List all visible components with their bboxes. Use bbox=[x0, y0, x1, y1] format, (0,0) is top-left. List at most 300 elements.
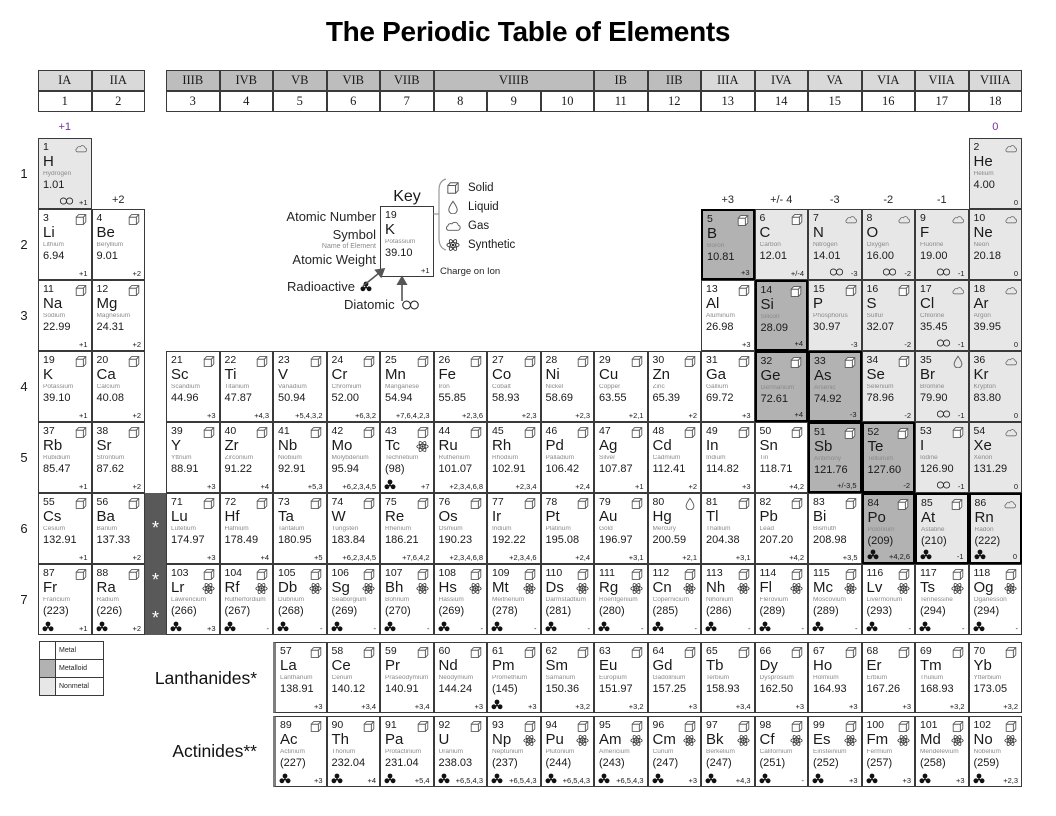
atomic-number: 46 bbox=[545, 425, 558, 437]
atomic-number: 74 bbox=[331, 496, 344, 508]
element-symbol: Rn bbox=[974, 509, 994, 526]
element-symbol: Re bbox=[385, 508, 405, 525]
solid-state-icon bbox=[416, 720, 430, 733]
element-symbol: Sc bbox=[171, 366, 189, 383]
radioactive-icon bbox=[384, 479, 396, 490]
ion-charge: - bbox=[587, 623, 590, 633]
solid-state-icon bbox=[630, 646, 644, 659]
element-Mo bbox=[327, 422, 381, 493]
element-name: Thulium bbox=[920, 675, 944, 681]
liquid-state-icon bbox=[683, 497, 697, 510]
atomic-weight: (281) bbox=[545, 605, 572, 617]
ion-charge: +1 bbox=[78, 481, 88, 491]
element-symbol: B bbox=[707, 225, 718, 242]
element-Es bbox=[808, 716, 862, 787]
group-number-7 bbox=[380, 91, 434, 112]
group-number-9 bbox=[487, 91, 541, 112]
ion-charge: -2 bbox=[904, 410, 911, 420]
period-number-7 bbox=[14, 564, 34, 635]
ion-charge: - bbox=[534, 623, 537, 633]
element-symbol: Cf bbox=[759, 731, 775, 748]
solid-state-icon bbox=[523, 426, 537, 439]
solid-state-icon bbox=[362, 646, 376, 659]
atomic-weight: 87.62 bbox=[96, 463, 125, 475]
ion-charge: +3 bbox=[527, 701, 537, 711]
element-Ti bbox=[220, 351, 274, 422]
diatomic-icon bbox=[59, 197, 74, 205]
atomic-weight: (294) bbox=[920, 605, 946, 617]
element-Pb bbox=[755, 493, 809, 564]
group-number-label: 12 bbox=[668, 94, 681, 108]
liquid-label: Liquid bbox=[468, 200, 499, 213]
element-symbol: Ca bbox=[96, 366, 116, 383]
atomic-number: 19 bbox=[43, 354, 55, 366]
element-Ta bbox=[273, 493, 327, 564]
element-Ni bbox=[541, 351, 595, 422]
atomic-weight: (285) bbox=[652, 605, 679, 617]
atomic-number: 69 bbox=[920, 645, 932, 657]
element-name: Neptunium bbox=[492, 749, 524, 755]
radioactive-icon bbox=[279, 773, 291, 784]
atomic-number: 115 bbox=[813, 567, 830, 579]
element-symbol: O bbox=[866, 224, 879, 241]
synthetic-icon bbox=[790, 582, 803, 595]
solid-state-icon bbox=[1004, 720, 1018, 733]
ion-charge: +6,2,3,4,5 bbox=[342, 481, 376, 491]
element-name: Chromium bbox=[331, 384, 362, 390]
atomic-number: 63 bbox=[599, 645, 611, 657]
atomic-number: 110 bbox=[545, 567, 563, 579]
diatomic-icon bbox=[936, 339, 951, 347]
element-name: Cadmium bbox=[652, 455, 681, 461]
atomic-weight: (251) bbox=[759, 757, 786, 769]
solid-state-icon bbox=[255, 426, 269, 439]
lanthanides-label: Lanthanides* bbox=[154, 668, 257, 688]
element-name: Iron bbox=[438, 384, 450, 390]
ion-charge: - bbox=[694, 623, 697, 633]
element-name: Neodymium bbox=[438, 675, 474, 681]
element-name: Nobelium bbox=[973, 749, 1001, 755]
atomic-number: 71 bbox=[171, 496, 183, 508]
gas-state-icon bbox=[444, 219, 462, 233]
ion-charge: +2 bbox=[132, 410, 141, 420]
ion-charge: +4 bbox=[367, 775, 376, 785]
solid-state-icon bbox=[844, 646, 858, 659]
ion-charge: +4 bbox=[260, 552, 269, 562]
group-number-2 bbox=[92, 91, 146, 112]
element-symbol: Sb bbox=[814, 438, 833, 455]
solid-state-icon bbox=[844, 284, 858, 297]
synthetic-icon bbox=[897, 734, 910, 747]
synthetic-icon bbox=[416, 582, 429, 595]
atomic-number: 58 bbox=[331, 645, 344, 657]
element-name: Holmium bbox=[813, 675, 839, 681]
atomic-number: 114 bbox=[759, 567, 777, 579]
group-number-label: 14 bbox=[775, 94, 788, 108]
atomic-weight: (210) bbox=[921, 535, 947, 547]
solid-state-icon bbox=[683, 646, 697, 659]
synthetic-icon bbox=[202, 582, 215, 595]
solid-state-icon bbox=[844, 497, 858, 510]
ion-charge: +1 bbox=[78, 339, 88, 349]
element-symbol: Ce bbox=[331, 657, 351, 674]
element-Ru bbox=[434, 422, 488, 493]
atomic-number: 42 bbox=[331, 425, 344, 437]
atomic-weight: 47.87 bbox=[224, 392, 253, 404]
radioactive-icon bbox=[384, 773, 396, 784]
element-name: Samarium bbox=[545, 675, 576, 681]
solid-state-icon bbox=[523, 355, 537, 368]
element-Tm bbox=[915, 642, 969, 713]
element-name: Phosphorus bbox=[813, 313, 848, 319]
element-name: Lead bbox=[759, 526, 774, 532]
element-Er bbox=[862, 642, 916, 713]
element-name: Technetium bbox=[385, 455, 419, 461]
atomic-weight: 204.38 bbox=[706, 534, 740, 546]
group-header-IIIA bbox=[701, 70, 755, 91]
ion-charge: +3 bbox=[741, 410, 751, 420]
solid-state-icon bbox=[630, 426, 644, 439]
group-number-label: 1 bbox=[61, 94, 68, 108]
atomic-number: 85 bbox=[921, 497, 933, 509]
charge-column-label bbox=[969, 121, 1023, 134]
atomic-number: 113 bbox=[706, 567, 723, 579]
legend-row-metal bbox=[39, 641, 104, 660]
element-Cr bbox=[327, 351, 381, 422]
ion-charge: +2 bbox=[132, 552, 141, 562]
group-number-15 bbox=[808, 91, 862, 112]
ion-charge: +3 bbox=[313, 775, 323, 785]
atomic-number: 38 bbox=[96, 425, 109, 437]
ion-charge: +3,1 bbox=[735, 552, 751, 562]
atomic-weight: 132.91 bbox=[43, 534, 77, 546]
element-Nh bbox=[701, 564, 755, 635]
element-Cu bbox=[594, 351, 648, 422]
solid-state-icon bbox=[896, 498, 910, 511]
element-Ac bbox=[273, 716, 327, 787]
element-symbol: P bbox=[813, 295, 824, 312]
ion-charge: -3 bbox=[850, 339, 858, 349]
atomic-weight: 12.01 bbox=[759, 250, 788, 262]
solid-state-icon bbox=[523, 568, 537, 581]
group-header-IVB bbox=[220, 70, 274, 91]
ion-charge: +3,2 bbox=[575, 701, 590, 711]
atomic-number: 13 bbox=[706, 283, 718, 295]
atomic-weight: (259) bbox=[973, 757, 1000, 769]
element-symbol: Mc bbox=[813, 579, 833, 596]
atomic-weight: 238.03 bbox=[438, 757, 473, 769]
atomic-number: 77 bbox=[492, 496, 504, 508]
element-name: Tellurium bbox=[867, 456, 894, 462]
element-symbol: Fm bbox=[866, 731, 889, 748]
atomic-weight: 14.01 bbox=[813, 250, 841, 262]
atomic-number: 118 bbox=[973, 567, 991, 579]
atomic-number: 100 bbox=[866, 719, 885, 731]
gas-state-icon bbox=[844, 213, 858, 226]
ion-charge: +6,2,3,4,5 bbox=[342, 552, 376, 562]
ion-charge: +2 bbox=[688, 410, 697, 420]
group-number-label: 16 bbox=[882, 94, 895, 108]
solid-label: Solid bbox=[468, 181, 494, 194]
atomic-number: 87 bbox=[43, 567, 55, 579]
ion-charge: +2 bbox=[688, 481, 697, 491]
radioactive-icon bbox=[866, 773, 878, 784]
group-number-16 bbox=[862, 91, 916, 112]
element-At bbox=[915, 493, 969, 564]
synthetic-icon bbox=[683, 734, 696, 747]
element-symbol: Tc bbox=[385, 437, 400, 454]
ion-charge: - bbox=[480, 623, 483, 633]
atomic-number: 90 bbox=[331, 719, 344, 731]
element-Te bbox=[862, 422, 916, 493]
element-Cs bbox=[38, 493, 92, 564]
ion-charge: +1 bbox=[78, 268, 88, 278]
ion-charge: +2,4 bbox=[575, 552, 590, 562]
name-of-element-label: Name of Element bbox=[321, 243, 376, 250]
solid-state-icon bbox=[897, 284, 911, 297]
charge-column-label bbox=[755, 194, 809, 207]
element-symbol: Cr bbox=[331, 366, 348, 383]
element-symbol: Tm bbox=[920, 657, 942, 674]
atomic-number: 56 bbox=[96, 496, 109, 508]
element-Th bbox=[327, 716, 381, 787]
radioactive-icon bbox=[96, 621, 108, 632]
element-name: Dubnium bbox=[278, 597, 305, 603]
element-name: Meitnerium bbox=[492, 597, 525, 603]
solid-state-icon bbox=[843, 427, 857, 440]
gas-state-icon bbox=[1004, 213, 1018, 226]
atomic-weight: (227) bbox=[280, 757, 306, 769]
ion-charge: +3 bbox=[741, 339, 751, 349]
element-Db bbox=[273, 564, 327, 635]
element-symbol: C bbox=[759, 224, 771, 241]
element-Gd bbox=[648, 642, 702, 713]
element-symbol: Au bbox=[599, 508, 618, 525]
actinide-asterisk: * bbox=[151, 570, 159, 590]
atomic-weight: 138.91 bbox=[280, 683, 314, 695]
group-number-5 bbox=[273, 91, 327, 112]
gas-state-icon bbox=[951, 213, 965, 226]
element-Na bbox=[38, 280, 92, 351]
period-number-label: 3 bbox=[20, 308, 28, 323]
ion-charge: +3,2 bbox=[1003, 701, 1018, 711]
element-name: Seaborgium bbox=[331, 597, 367, 603]
element-Sr bbox=[92, 422, 146, 493]
gas-state-icon bbox=[74, 142, 88, 155]
element-Ho bbox=[808, 642, 862, 713]
element-symbol: Rh bbox=[492, 437, 512, 454]
ion-charge: +1 bbox=[634, 481, 644, 491]
ion-charge: +3,5 bbox=[842, 552, 858, 562]
element-symbol: Pd bbox=[545, 437, 564, 454]
element-name: Bohrium bbox=[385, 597, 410, 603]
group-number-6 bbox=[327, 91, 381, 112]
group-number-14 bbox=[755, 91, 809, 112]
element-symbol: Nd bbox=[438, 657, 458, 674]
solid-state-icon bbox=[74, 213, 88, 226]
element-Bi bbox=[808, 493, 862, 564]
radioactive-icon bbox=[705, 773, 717, 784]
synthetic-icon bbox=[790, 734, 803, 747]
element-C bbox=[755, 209, 809, 280]
element-symbol: Rf bbox=[224, 579, 240, 596]
element-name: Fermium bbox=[866, 749, 893, 755]
group-number-label: 11 bbox=[614, 94, 627, 108]
period-number-label: 2 bbox=[20, 237, 28, 252]
group-number-10 bbox=[541, 91, 595, 112]
element-symbol: Es bbox=[813, 731, 831, 748]
group-header-VB bbox=[273, 70, 327, 91]
atomic-weight: 102.91 bbox=[492, 463, 526, 475]
diatomic-legend bbox=[344, 297, 420, 312]
ion-charge: - bbox=[801, 775, 804, 785]
atomic-number: 24 bbox=[331, 354, 344, 366]
metal-label: Metal bbox=[56, 641, 104, 660]
solid-state-icon bbox=[683, 568, 697, 581]
element-name: Radon bbox=[974, 527, 994, 533]
atomic-weight-label: Atomic Weight bbox=[292, 252, 376, 267]
atomic-number: 50 bbox=[759, 425, 772, 437]
element-name: Radium bbox=[96, 597, 119, 603]
group-header-VIIB bbox=[380, 70, 434, 91]
charge-column-label bbox=[38, 121, 92, 134]
solid-state-icon bbox=[576, 646, 590, 659]
atomic-weight: 92.91 bbox=[278, 463, 306, 475]
element-symbol: Os bbox=[438, 508, 458, 525]
charge-column-text: +1 bbox=[58, 121, 72, 133]
atomic-weight: 112.41 bbox=[652, 463, 686, 475]
ion-charge: +2,3,4,6 bbox=[509, 552, 537, 562]
atomic-number: 104 bbox=[224, 567, 243, 579]
atomic-number: 61 bbox=[492, 645, 504, 657]
period-number-2 bbox=[14, 209, 34, 280]
group-number-label: 18 bbox=[989, 94, 1002, 108]
atomic-number: 18 bbox=[973, 283, 986, 295]
element-symbol: Zr bbox=[224, 437, 239, 454]
atomic-weight: 140.91 bbox=[385, 683, 419, 695]
element-Ba bbox=[92, 493, 146, 564]
element-symbol: Br bbox=[920, 366, 935, 383]
atomic-weight: (222) bbox=[974, 535, 1001, 547]
ion-charge: 0 bbox=[1013, 481, 1018, 491]
group-header-label: VIIIB bbox=[498, 73, 529, 87]
element-name: Zirconium bbox=[224, 455, 254, 461]
radioactive-icon bbox=[812, 621, 824, 632]
element-Pd bbox=[541, 422, 595, 493]
element-Be bbox=[92, 209, 146, 280]
element-Ts bbox=[915, 564, 969, 635]
atomic-weight: 178.49 bbox=[224, 534, 259, 546]
ion-charge: +2,4 bbox=[575, 481, 590, 491]
radioactive-icon bbox=[920, 549, 932, 560]
period-number-label: 4 bbox=[20, 379, 28, 394]
radioactive-icon bbox=[438, 773, 450, 784]
ion-charge: -1 bbox=[957, 339, 965, 349]
element-name: Magnesium bbox=[96, 313, 131, 319]
solid-state-icon bbox=[74, 426, 88, 439]
synthetic-icon bbox=[630, 582, 643, 595]
group-number-label: 15 bbox=[828, 94, 841, 108]
element-name: Darmstadtium bbox=[545, 597, 586, 603]
atomic-weight: (226) bbox=[96, 605, 123, 617]
solid-state-icon bbox=[789, 285, 803, 298]
element-name: Bismuth bbox=[813, 526, 837, 532]
element-name: Arsenic bbox=[814, 385, 836, 391]
atomic-number: 52 bbox=[867, 426, 880, 438]
element-symbol: Og bbox=[973, 579, 994, 596]
element-symbol: Ds bbox=[545, 579, 564, 596]
ion-charge: +3 bbox=[848, 775, 858, 785]
element-Hg bbox=[648, 493, 702, 564]
element-symbol: V bbox=[278, 366, 289, 383]
atomic-weight: 44.96 bbox=[171, 392, 199, 404]
element-symbol: Sn bbox=[759, 437, 778, 454]
group-number-label: 10 bbox=[561, 94, 574, 108]
atomic-number: 82 bbox=[759, 496, 772, 508]
atomic-weight: 137.33 bbox=[96, 534, 131, 546]
element-name: Nickel bbox=[545, 384, 564, 390]
atomic-weight: 121.76 bbox=[814, 464, 848, 476]
synthetic-icon bbox=[523, 582, 536, 595]
ion-charge: +5,3 bbox=[307, 481, 323, 491]
element-symbol: Rb bbox=[43, 437, 63, 454]
element-O bbox=[862, 209, 916, 280]
element-symbol: He bbox=[973, 153, 993, 170]
atomic-weight: 106.42 bbox=[545, 463, 580, 475]
group-header-label: VA bbox=[826, 73, 843, 87]
gas-state-icon bbox=[1004, 284, 1018, 297]
atomic-number: 78 bbox=[545, 496, 558, 508]
atomic-weight: 91.22 bbox=[224, 463, 253, 475]
element-name: Lawrencium bbox=[171, 597, 207, 603]
solid-state-icon bbox=[790, 568, 804, 581]
atomic-number: 15 bbox=[813, 283, 825, 295]
diatomic-icon bbox=[401, 300, 420, 310]
element-Sm bbox=[541, 642, 595, 713]
atomic-number: 83 bbox=[813, 496, 825, 508]
atomic-number: 48 bbox=[652, 425, 665, 437]
element-symbol: Ni bbox=[545, 366, 560, 383]
ion-charge: +7,6,4,2 bbox=[402, 552, 430, 562]
group-header-label: VIIA bbox=[928, 73, 955, 87]
solid-state-icon bbox=[74, 284, 88, 297]
ion-charge: +3 bbox=[688, 701, 697, 711]
key-state-liquid bbox=[444, 199, 499, 214]
element-V bbox=[273, 351, 327, 422]
element-name: Tin bbox=[759, 455, 769, 461]
synthetic-icon bbox=[444, 238, 462, 252]
ion-charge: +1 bbox=[78, 623, 88, 633]
synthetic-icon bbox=[683, 582, 696, 595]
element-name: Hydrogen bbox=[43, 171, 72, 177]
element-name: Uranium bbox=[438, 749, 464, 755]
element-name: Oganesson bbox=[973, 597, 1007, 603]
element-N bbox=[808, 209, 862, 280]
ion-charge: +3 bbox=[474, 701, 483, 711]
element-Cl bbox=[915, 280, 969, 351]
atomic-number: 92 bbox=[438, 719, 451, 731]
element-symbol: F bbox=[920, 224, 930, 241]
ion-charge: +2 bbox=[132, 481, 141, 491]
solid-state-icon bbox=[416, 355, 430, 368]
radioactive-icon bbox=[705, 621, 717, 632]
atomic-number: 107 bbox=[385, 567, 403, 579]
atomic-number: 103 bbox=[171, 567, 189, 579]
atomic-number: 19 bbox=[385, 209, 397, 221]
group-header-VIIIB bbox=[434, 70, 595, 91]
element-symbol: Ta bbox=[278, 508, 294, 525]
atomic-weight: 186.21 bbox=[385, 534, 419, 546]
